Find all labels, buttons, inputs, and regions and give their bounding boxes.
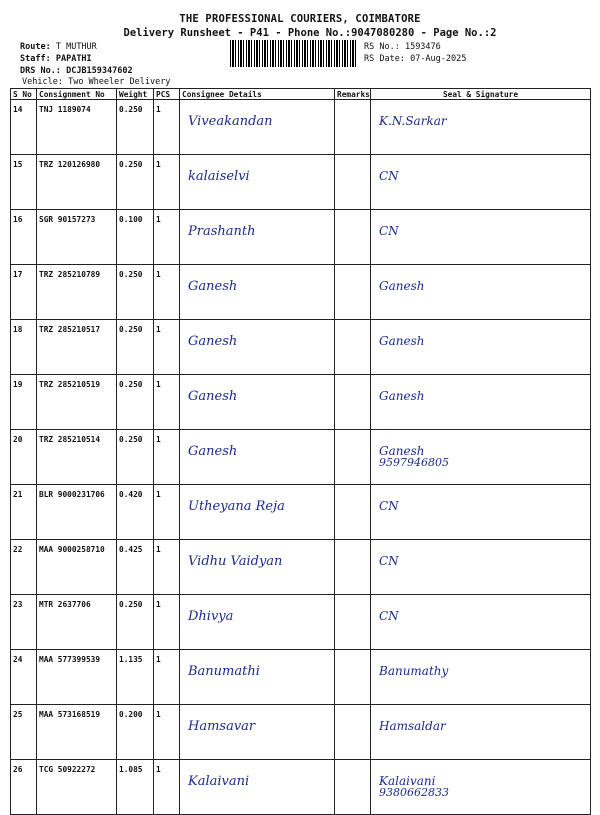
cell-remarks	[335, 705, 371, 760]
col-header-signature: Seal & Signature	[371, 89, 591, 100]
cell-pcs: 1	[154, 485, 180, 540]
signature-text: K.N.Sarkar	[379, 114, 447, 128]
cell-weight: 0.250	[117, 100, 154, 155]
signature-text: Banumathy	[379, 664, 449, 678]
cell-pcs: 1	[154, 760, 180, 815]
cell-consignee-details: Utheyana Reja	[180, 485, 335, 540]
cell-consignment-no: SGR 90157273	[37, 210, 117, 265]
table-body	[11, 100, 591, 815]
rs-date-value: 07-Aug-2025	[410, 54, 467, 64]
cell-sno: 21	[11, 485, 37, 540]
cell-weight: 0.250	[117, 595, 154, 650]
cell-consignment-no: TRZ 285210517	[37, 320, 117, 375]
company-title: THE PROFESSIONAL COURIERS, COIMBATORE	[179, 13, 421, 25]
table-header-row	[11, 89, 591, 100]
cell-consignment-no: TRZ 285210514	[37, 430, 117, 485]
cell-seal-signature	[371, 760, 591, 815]
table-row	[11, 430, 591, 485]
cell-remarks	[335, 155, 371, 210]
cell-remarks	[335, 595, 371, 650]
rs-date-label: RS Date:	[364, 54, 405, 64]
cell-remarks	[335, 210, 371, 265]
cell-weight: 0.250	[117, 430, 154, 485]
cell-pcs: 1	[154, 375, 180, 430]
cell-weight: 0.250	[117, 320, 154, 375]
cell-sno: 15	[11, 155, 37, 210]
cell-sno: 26	[11, 760, 37, 815]
drs-label: DRS No.:	[20, 66, 61, 76]
cell-weight: 0.250	[117, 265, 154, 320]
cell-remarks	[335, 650, 371, 705]
cell-remarks	[335, 760, 371, 815]
cell-seal-signature	[371, 265, 591, 320]
signature-text: Kalaivani	[379, 774, 436, 788]
cell-consignee-details: Banumathi	[180, 650, 335, 705]
table-row	[11, 650, 591, 705]
cell-consignment-no: TNJ 1189074	[37, 100, 117, 155]
signature-text: Ganesh	[379, 279, 425, 293]
cell-consignee-details: Ganesh	[180, 375, 335, 430]
cell-consignee-details: Ganesh	[180, 430, 335, 485]
cell-consignee-details: Dhivya	[180, 595, 335, 650]
cell-seal-signature	[371, 705, 591, 760]
signature-phone: 9380662833	[379, 786, 449, 799]
cell-consignee-details: Ganesh	[180, 265, 335, 320]
cell-pcs: 1	[154, 320, 180, 375]
cell-weight: 0.250	[117, 155, 154, 210]
cell-consignment-no: TCG 50922272	[37, 760, 117, 815]
cell-consignment-no: TRZ 285210519	[37, 375, 117, 430]
cell-consignee-details: Ganesh	[180, 320, 335, 375]
cell-weight: 1.135	[117, 650, 154, 705]
cell-consignment-no: TRZ 285210789	[37, 265, 117, 320]
barcode-image	[230, 40, 356, 67]
cell-seal-signature	[371, 155, 591, 210]
col-header-pcs: PCS	[154, 89, 180, 100]
cell-consignee-details: Vidhu Vaidyan	[180, 540, 335, 595]
route-label: Route:	[20, 42, 51, 52]
cell-pcs: 1	[154, 705, 180, 760]
route-line	[20, 41, 97, 53]
cell-pcs: 1	[154, 155, 180, 210]
cell-sno: 23	[11, 595, 37, 650]
cell-seal-signature	[371, 485, 591, 540]
vehicle-value: Two Wheeler Delivery	[68, 77, 171, 87]
cell-consignment-no: MAA 577399539	[37, 650, 117, 705]
table-row	[11, 540, 591, 595]
route-value: T MUTHUR	[55, 42, 97, 52]
signature-text: Ganesh	[379, 389, 425, 403]
cell-seal-signature	[371, 210, 591, 265]
cell-consignment-no: BLR 9000231706	[37, 485, 117, 540]
cell-seal-signature	[371, 650, 591, 705]
cell-sno: 18	[11, 320, 37, 375]
cell-remarks	[335, 430, 371, 485]
cell-remarks	[335, 100, 371, 155]
cell-sno: 16	[11, 210, 37, 265]
cell-sno: 20	[11, 430, 37, 485]
cell-sno: 14	[11, 100, 37, 155]
table-row	[11, 375, 591, 430]
runsheet-subtitle: Delivery Runsheet - P41 - Phone No.:9047080280 - Page No.:2	[123, 27, 497, 39]
cell-consignment-no: MTR 2637706	[37, 595, 117, 650]
cell-consignee-details: Hamsavar	[180, 705, 335, 760]
table-row	[11, 100, 591, 155]
signature-text: CN	[379, 609, 399, 623]
staff-label: Staff:	[20, 54, 51, 64]
col-header-weight: Weight	[117, 89, 154, 100]
cell-weight: 0.425	[117, 540, 154, 595]
staff-line	[20, 53, 92, 65]
cell-seal-signature	[371, 430, 591, 485]
rs-no-line	[364, 41, 441, 53]
vehicle-line	[22, 76, 170, 88]
signature-text: Ganesh	[379, 444, 425, 458]
table-row	[11, 265, 591, 320]
rs-no-value: 1593476	[404, 42, 441, 52]
cell-consignment-no: TRZ 120126980	[37, 155, 117, 210]
col-header-remarks: Remarks	[335, 89, 371, 100]
col-header-consignee: Consignee Details	[180, 89, 335, 100]
drs-value: DCJB159347602	[66, 66, 133, 76]
cell-pcs: 1	[154, 100, 180, 155]
table-row	[11, 705, 591, 760]
cell-consignment-no: MAA 9000258710	[37, 540, 117, 595]
cell-consignee-details: Viveakandan	[180, 100, 335, 155]
vehicle-label: Vehicle:	[22, 77, 63, 87]
cell-weight: 0.250	[117, 375, 154, 430]
cell-weight: 0.100	[117, 210, 154, 265]
cell-pcs: 1	[154, 540, 180, 595]
signature-text: CN	[379, 224, 399, 238]
cell-seal-signature	[371, 540, 591, 595]
signature-text: Hamsaldar	[379, 719, 446, 733]
cell-sno: 24	[11, 650, 37, 705]
runsheet-table	[10, 88, 591, 815]
cell-pcs: 1	[154, 650, 180, 705]
table-row	[11, 155, 591, 210]
table-row	[11, 485, 591, 540]
cell-weight: 0.200	[117, 705, 154, 760]
cell-remarks	[335, 485, 371, 540]
cell-sno: 17	[11, 265, 37, 320]
cell-remarks	[335, 375, 371, 430]
cell-consignment-no: MAA 573168519	[37, 705, 117, 760]
cell-remarks	[335, 540, 371, 595]
cell-consignee-details: kalaiselvi	[180, 155, 335, 210]
cell-weight: 1.085	[117, 760, 154, 815]
table-row	[11, 320, 591, 375]
cell-seal-signature	[371, 375, 591, 430]
cell-pcs: 1	[154, 430, 180, 485]
cell-consignee-details: Kalaivani	[180, 760, 335, 815]
signature-text: CN	[379, 554, 399, 568]
cell-seal-signature	[371, 100, 591, 155]
cell-remarks	[335, 265, 371, 320]
table-row	[11, 595, 591, 650]
signature-phone: 9597946805	[379, 456, 449, 469]
rs-date-line	[364, 53, 466, 65]
cell-sno: 19	[11, 375, 37, 430]
cell-pcs: 1	[154, 210, 180, 265]
cell-pcs: 1	[154, 595, 180, 650]
cell-seal-signature	[371, 595, 591, 650]
cell-weight: 0.420	[117, 485, 154, 540]
cell-pcs: 1	[154, 265, 180, 320]
col-header-consignment: Consignment No	[37, 89, 117, 100]
signature-text: Ganesh	[379, 334, 425, 348]
cell-consignee-details: Prashanth	[180, 210, 335, 265]
col-header-sno: S No	[11, 89, 37, 100]
cell-seal-signature	[371, 320, 591, 375]
signature-text: CN	[379, 169, 399, 183]
rs-no-label: RS No.:	[364, 42, 400, 52]
staff-value: PAPATHI	[55, 54, 92, 64]
cell-remarks	[335, 320, 371, 375]
table-row	[11, 210, 591, 265]
table-row	[11, 760, 591, 815]
cell-sno: 22	[11, 540, 37, 595]
cell-sno: 25	[11, 705, 37, 760]
signature-text: CN	[379, 499, 399, 513]
